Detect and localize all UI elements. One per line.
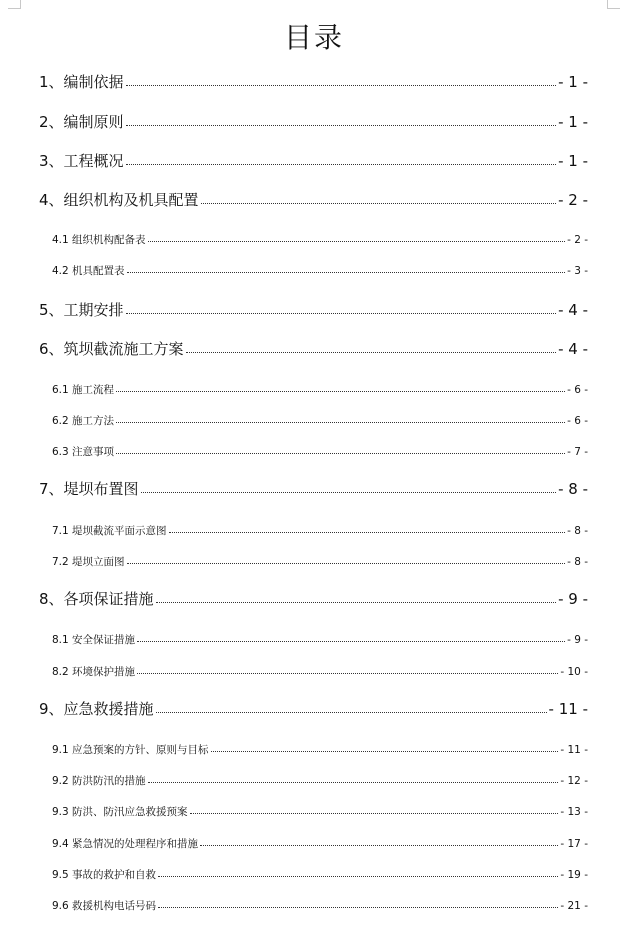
toc-dot-leader	[116, 391, 565, 392]
toc-entry-section[interactable]	[52, 262, 588, 276]
toc-entry-chapter[interactable]	[39, 149, 588, 169]
toc-entry-label: 4、组织机构及机具配置	[39, 191, 199, 209]
toc-page-number: - 4 -	[558, 301, 588, 319]
toc-page-number: - 1 -	[558, 152, 588, 170]
toc-entry-label: 7、堤坝布置图	[39, 480, 139, 498]
toc-dot-leader	[126, 125, 557, 126]
toc-entry-label: 9.2 防洪防汛的措施	[52, 774, 146, 787]
toc-page-number: - 1 -	[558, 73, 588, 91]
toc-page-number: - 8 -	[558, 480, 588, 498]
toc-dot-leader	[158, 876, 558, 877]
toc-page-number: - 11 -	[560, 743, 588, 756]
toc-entry-label: 4.2 机具配置表	[52, 264, 125, 277]
toc-dot-leader	[200, 845, 558, 846]
toc-dot-leader	[211, 751, 559, 752]
toc-page-number: - 13 -	[560, 805, 588, 818]
toc-entry-label: 9.3 防洪、防汛应急救援预案	[52, 805, 188, 818]
toc-entry-label: 9、应急救援措施	[39, 700, 154, 718]
toc-entry-label: 9.4 紧急情况的处理程序和措施	[52, 837, 199, 850]
toc-dot-leader	[116, 453, 565, 454]
toc-entry-chapter[interactable]	[39, 587, 588, 607]
toc-entry-label: 6.1 施工流程	[52, 383, 115, 396]
toc-page-number: - 11 -	[548, 700, 588, 718]
toc-entry-section[interactable]	[52, 553, 588, 567]
toc-entry-label: 9.6 救援机构电话号码	[52, 899, 157, 912]
toc-entry-section[interactable]	[52, 663, 588, 677]
toc-dot-leader	[190, 813, 559, 814]
toc-dot-leader	[126, 164, 557, 165]
toc-page-number: - 17 -	[560, 837, 588, 850]
toc-entry-chapter[interactable]	[39, 337, 588, 357]
toc-entry-label: 6、筑坝截流施工方案	[39, 340, 184, 358]
toc-entry-label: 6.3 注意事项	[52, 445, 115, 458]
toc-entry-label: 7.2 堤坝立面图	[52, 555, 125, 568]
toc-entry-chapter[interactable]	[39, 110, 588, 130]
toc-entry-section[interactable]	[52, 772, 588, 786]
toc-entry-section[interactable]	[52, 631, 588, 645]
toc-entry-chapter[interactable]	[39, 70, 588, 90]
toc-dot-leader	[156, 602, 557, 603]
toc-page-number: - 6 -	[567, 383, 588, 396]
toc-entry-label: 8.1 安全保证措施	[52, 633, 136, 646]
toc-page-number: - 21 -	[560, 899, 588, 912]
toc-entry-chapter[interactable]	[39, 477, 588, 497]
toc-entry-section[interactable]	[52, 231, 588, 245]
toc-page-number: - 8 -	[567, 524, 588, 537]
toc-page-number: - 9 -	[567, 633, 588, 646]
toc-dot-leader	[127, 563, 566, 564]
toc-entry-label: 1、编制依据	[39, 73, 124, 91]
toc-dot-leader	[201, 203, 557, 204]
toc-title: 目录	[283, 21, 344, 54]
toc-dot-leader	[148, 782, 559, 783]
toc-page-number: - 7 -	[567, 445, 588, 458]
toc-entry-section[interactable]	[52, 866, 588, 880]
toc-page-number: - 1 -	[558, 113, 588, 131]
toc-entry-label: 6.2 施工方法	[52, 414, 115, 427]
toc-entry-section[interactable]	[52, 381, 588, 395]
toc-entry-label: 5、工期安排	[39, 301, 124, 319]
toc-entry-section[interactable]	[52, 522, 588, 536]
toc-page-number: - 6 -	[567, 414, 588, 427]
toc-dot-leader	[116, 422, 565, 423]
toc-entry-section[interactable]	[52, 803, 588, 817]
toc-page-number: - 12 -	[560, 774, 588, 787]
toc-entry-section[interactable]	[52, 741, 588, 755]
toc-entry-label: 9.5 事故的救护和自救	[52, 868, 157, 881]
toc-page-number: - 3 -	[567, 264, 588, 277]
toc-entry-section[interactable]	[52, 412, 588, 426]
toc-dot-leader	[186, 352, 557, 353]
toc-entry-section[interactable]	[52, 897, 588, 911]
toc-entry-label: 3、工程概况	[39, 152, 124, 170]
toc-dot-leader	[126, 313, 557, 314]
toc-dot-leader	[127, 272, 566, 273]
toc-entry-label: 9.1 应急预案的方针、原则与目标	[52, 743, 209, 756]
toc-entry-chapter[interactable]	[39, 298, 588, 318]
toc-entry-chapter[interactable]	[39, 697, 588, 717]
toc-page-number: - 2 -	[567, 233, 588, 246]
toc-entry-label: 8.2 环境保护措施	[52, 665, 136, 678]
toc-dot-leader	[156, 712, 547, 713]
toc-entry-label: 7.1 堤坝截流平面示意图	[52, 524, 167, 537]
toc-page-number: - 19 -	[560, 868, 588, 881]
toc-dot-leader	[169, 532, 566, 533]
toc-dot-leader	[148, 241, 566, 242]
toc-page-number: - 4 -	[558, 340, 588, 358]
toc-entry-section[interactable]	[52, 443, 588, 457]
toc-dot-leader	[126, 85, 557, 86]
toc-dot-leader	[141, 492, 557, 493]
toc-entry-label: 8、各项保证措施	[39, 590, 154, 608]
toc-page-number: - 2 -	[558, 191, 588, 209]
toc-entry-section[interactable]	[52, 835, 588, 849]
toc-entry-chapter[interactable]	[39, 188, 588, 208]
toc-entry-label: 4.1 组织机构配备表	[52, 233, 146, 246]
toc-dot-leader	[137, 673, 558, 674]
toc-page-number: - 9 -	[558, 590, 588, 608]
toc-dot-leader	[158, 907, 558, 908]
toc-page-number: - 8 -	[567, 555, 588, 568]
toc-page-number: - 10 -	[560, 665, 588, 678]
toc-dot-leader	[137, 641, 565, 642]
toc-entry-label: 2、编制原则	[39, 113, 124, 131]
